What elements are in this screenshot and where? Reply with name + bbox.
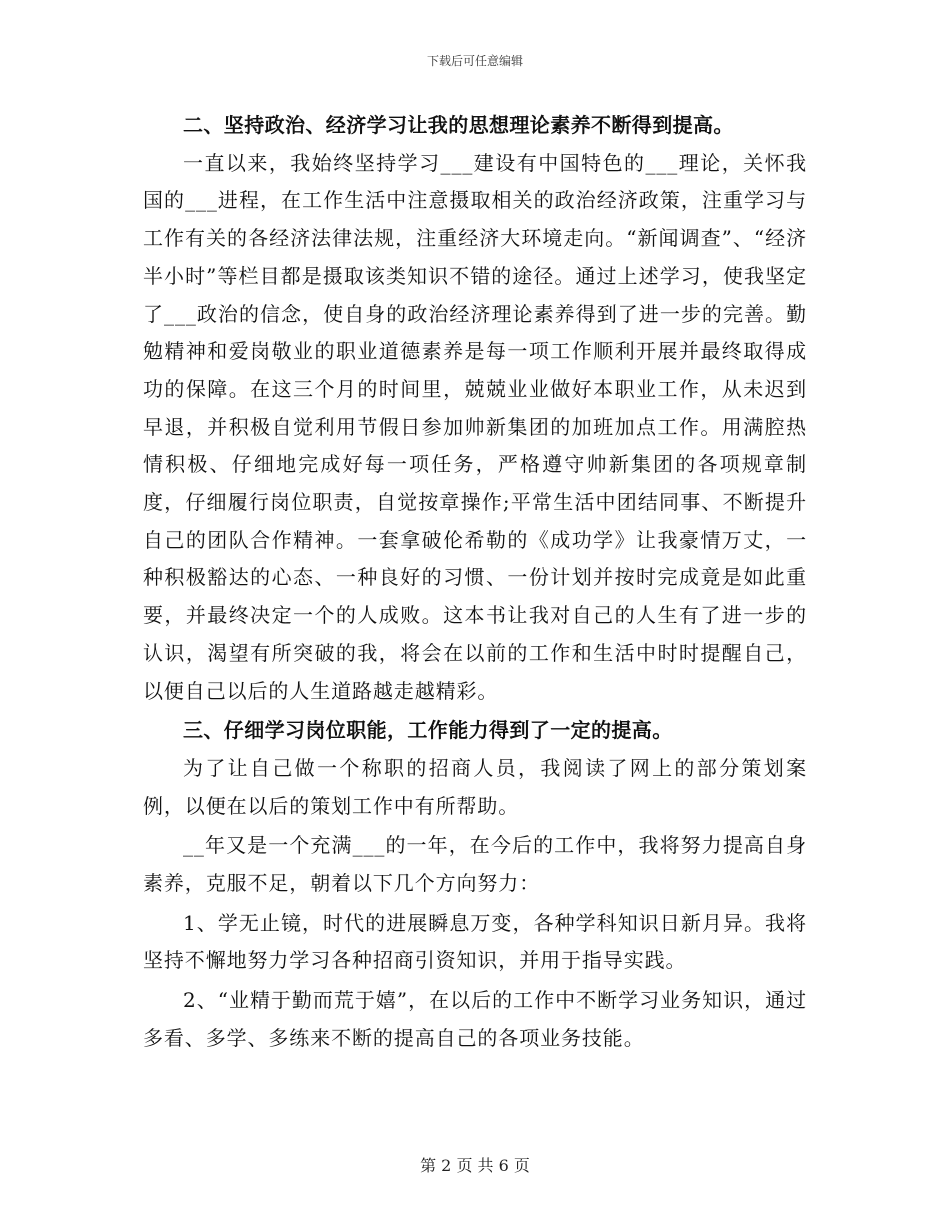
section-heading-3: 三、仔细学习岗位职能，工作能力得到了一定的提高。 (183, 718, 673, 743)
body-paragraph: 为了让自己做一个称职的招商人员，我阅读了网上的部分策划案例，以便在以后的策划工作中有所帮助。 (143, 755, 807, 818)
section-heading-2: 二、坚持政治、经济学习让我的思想理论素养不断得到提高。 (183, 113, 734, 137)
body-paragraph: __年又是一个充满___的一年，在今后的工作中，我将努力提高自身素养，克服不足，朝着以下几个方向努力： (143, 833, 807, 896)
document-body (143, 107, 807, 1058)
body-paragraph: 一直以来，我始终坚持学习___建设有中国特色的___理论，关怀我国的___进程，在工作生活中注意摄取相关的政治经济政策，注重学习与工作有关的各经济法律法规，注重经济大环境走向。“新闻调查”、“经济半小时”等栏目都是摄取该类知识不错的途径。通过上述学习，使我坚定了___政治的信念，使自身的政治经济理论素养得到了进一步的完善。勤勉精神和爱岗敬业的职业道德素养是每一项工作顺利开展并最终取得成功的保障。在这三个月的时间里，兢兢业业做好本职业工作，从未迟到早退，并积极自觉利用节假日参加帅新集团的加班加点工作。用满腔热情积极、仔细地完成好每一项任务，严格遵守帅新集团的各项规章制度，仔细履行岗位职责，自觉按章操作;平常生活中团结同事、不断提升自己的团队合作精神。一套拿破伦希勒的《成功学》让我豪情万丈，一种积极豁达的心态、一种良好的习惯、一份计划并按时完成竟是如此重要，并最终决定一个的人成败。这本书让我对自己的人生有了进一步的认识，渴望有所突破的我，将会在以前的工作和生活中时时提醒自己，以便自己以后的人生道路越走越精彩。 (143, 150, 807, 703)
page-header-note: 下载后可任意编辑 (426, 54, 523, 68)
page-number: 第 2 页 共 6 页 (420, 1156, 530, 1175)
body-paragraph: 2、“业精于勤而荒于嬉”，在以后的工作中不断学习业务知识，通过多看、多学、多练来不断的提高自己的各项业务技能。 (143, 988, 807, 1050)
body-paragraph: 1、学无止镜，时代的进展瞬息万变，各种学科知识日新月异。我将坚持不懈地努力学习各种招商引资知识，并用于指导实践。 (143, 910, 807, 973)
